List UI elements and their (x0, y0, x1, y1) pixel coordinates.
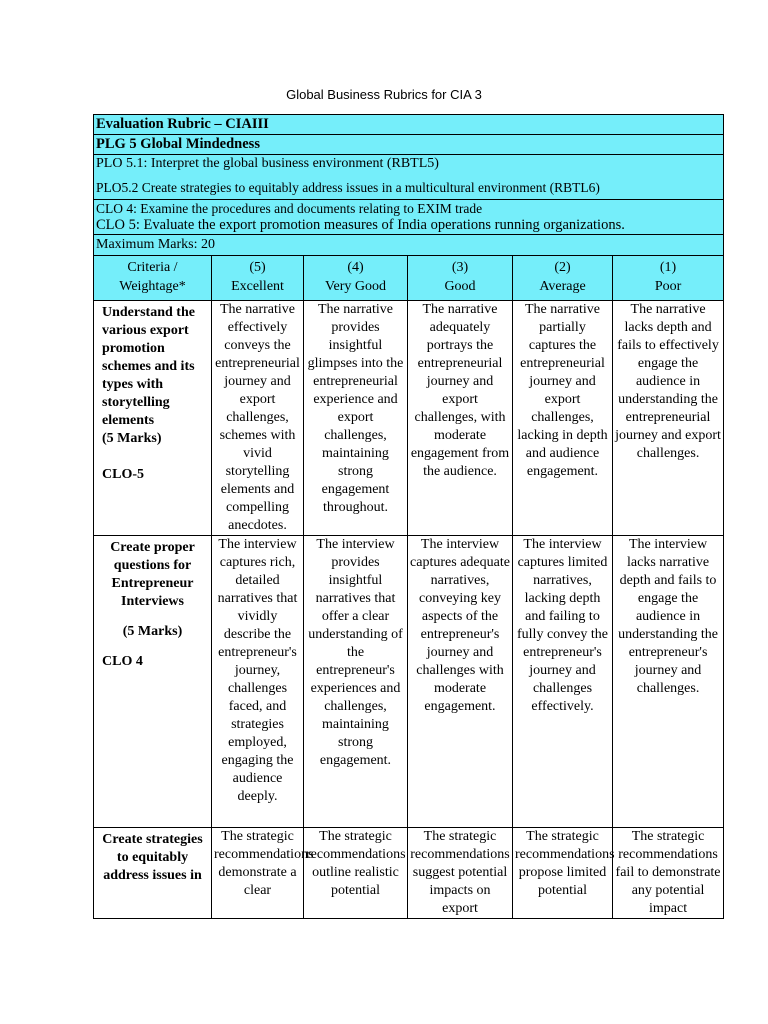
score-cell-average: The interview captures limited narratives, lacking depth and failing to fully convey the entrepreneur's journey and challenges effectively. (513, 536, 613, 828)
column-header-label: Very Good (324, 279, 387, 294)
score-cell-very-good: The interview provides insightful narratives that offer a clear understanding of the entrepreneur's experiences and challenges, maintaining strong engagement. (304, 536, 408, 828)
score-cell-good: The narrative adequately portrays the entrepreneurial journey and export challenges, with moderate engagement from the audience. (408, 301, 513, 536)
table-row (94, 828, 724, 919)
criteria-marks: (5 Marks) (122, 624, 183, 639)
clo-cell (94, 200, 724, 235)
column-header-label: Average (539, 279, 586, 294)
clo-4: CLO 4: Examine the procedures and documents relating to EXIM trade (96, 201, 483, 216)
column-header-score: (5) (249, 260, 266, 275)
criteria-cell (94, 301, 212, 536)
column-header-excellent (212, 256, 304, 301)
clo-5: CLO 5: Evaluate the export promotion measures of India operations running organizations. (96, 217, 625, 233)
criteria-cell (94, 828, 212, 919)
criteria-clo: CLO-5 (102, 467, 144, 482)
score-cell-average: The narrative partially captures the entrepreneurial journey and export challenges, lacking in depth and audience engagement. (513, 301, 613, 536)
score-cell-good: The interview captures adequate narratives, conveying key aspects of the entrepreneur's journey and challenges with moderate engagement. (408, 536, 513, 828)
column-header-average (513, 256, 613, 301)
column-header-good (408, 256, 513, 301)
score-cell-very-good: The narrative provides insightful glimpses into the entrepreneurial experience and export challenges, maintaining strong engagement throughout. (304, 301, 408, 536)
column-header-score: (4) (347, 260, 364, 275)
score-cell-poor: The narrative lacks depth and fails to effectively engage the audience in understanding the entrepreneurial journey and export challenges. (613, 301, 724, 536)
table-row (94, 301, 724, 536)
table-row (94, 536, 724, 828)
criteria-cell (94, 536, 212, 828)
criteria-clo: CLO 4 (102, 654, 143, 669)
document-title: Global Business Rubrics for CIA 3 (286, 87, 482, 102)
column-header-line: Criteria / (127, 260, 178, 275)
score-cell-good: The strategic recommendations suggest potential impacts on export (408, 828, 513, 919)
score-cell-poor: The strategic recommendations fail to demonstrate any potential impact (613, 828, 724, 919)
score-cell-excellent: The strategic recommendations demonstrate a clear (212, 828, 304, 919)
plo-cell (94, 155, 724, 200)
column-header-label: Good (444, 279, 476, 294)
criteria-text: Create proper questions for Entrepreneur Interviews (110, 540, 195, 609)
criteria-text: Create strategies to equitably address issues in (102, 832, 203, 883)
score-cell-excellent: The interview captures rich, detailed narratives that vividly describe the entrepreneur's journey, challenges faced, and strategies employed, engaging the audience deeply. (212, 536, 304, 828)
column-header-score: (1) (659, 260, 677, 275)
column-header-criteria (94, 256, 212, 301)
plo-5-1: PLO 5.1: Interpret the global business environment (RBTL5) (96, 156, 439, 171)
column-header-very-good (304, 256, 408, 301)
score-cell-excellent: The narrative effectively conveys the entrepreneurial journey and export challenges, schemes with vivid storytelling elements and compelling anecdotes. (212, 301, 304, 536)
maximum-marks: Maximum Marks: 20 (94, 235, 724, 256)
score-cell-very-good: The strategic recommendations outline realistic potential (304, 828, 408, 919)
plg-heading: PLG 5 Global Mindedness (94, 135, 724, 155)
score-cell-poor: The interview lacks narrative depth and fails to engage the audience in understanding the entrepreneur's journey and challenges. (613, 536, 724, 828)
column-header-row (94, 256, 724, 301)
rubric-heading: Evaluation Rubric – CIAIII (94, 115, 724, 135)
column-header-score: (3) (451, 260, 469, 275)
criteria-marks: (5 Marks) (102, 431, 162, 446)
evaluation-rubric-table (93, 114, 724, 919)
column-header-label: Poor (654, 279, 682, 294)
column-header-line: Weightage* (119, 279, 186, 294)
score-cell-average: The strategic recommendations propose limited potential (513, 828, 613, 919)
column-header-label: Excellent (231, 279, 284, 294)
plo-5-2: PLO5.2 Create strategies to equitably address issues in a multicultural environment (RBTL6) (96, 180, 600, 195)
column-header-score: (2) (554, 260, 571, 275)
column-header-poor (613, 256, 724, 301)
criteria-text: Understand the various export promotion schemes and its types with storytelling elements (102, 305, 195, 428)
